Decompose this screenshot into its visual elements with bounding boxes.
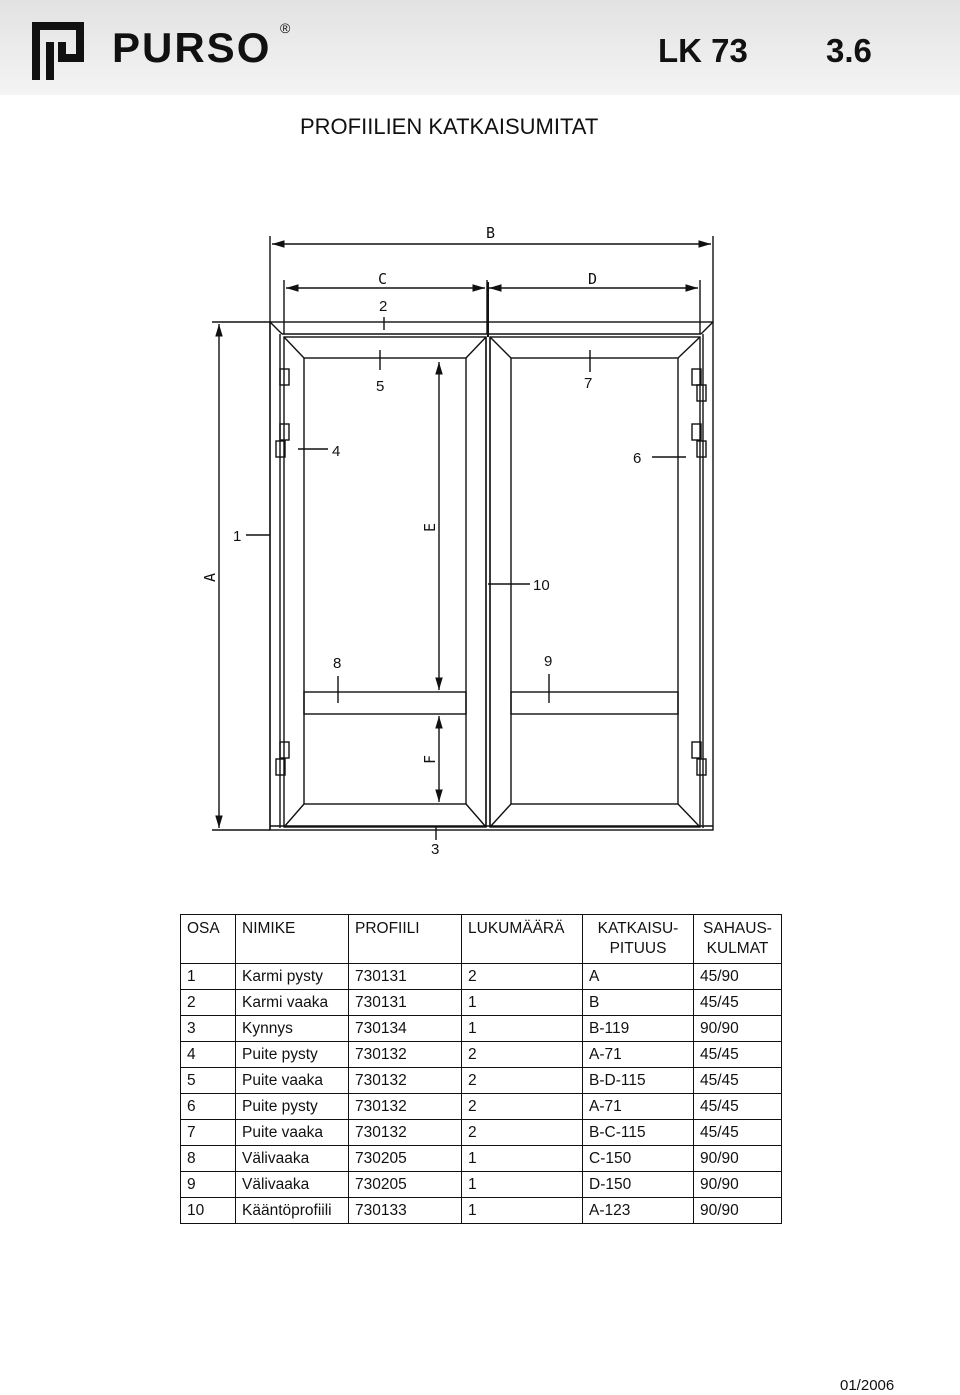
footer-date: 01/2006 <box>840 1377 895 1394</box>
dimension-d-label: D <box>588 270 598 288</box>
table-row <box>181 1068 782 1094</box>
table-row <box>181 1172 782 1198</box>
cell-profiili: 730132 <box>349 1120 462 1146</box>
cell-sahauskulmat: 45/45 <box>694 1068 782 1094</box>
cell-nimike: Kynnys <box>236 1016 349 1042</box>
cell-katkaisupituus: C-150 <box>583 1146 694 1172</box>
cell-sahauskulmat: 45/45 <box>694 1094 782 1120</box>
callout-7: 7 <box>584 375 593 392</box>
cell-osa: 9 <box>181 1172 236 1198</box>
callout-9: 9 <box>544 653 553 670</box>
cell-lukumaara: 1 <box>462 1016 583 1042</box>
cell-nimike: Välivaaka <box>236 1172 349 1198</box>
header-profiili: PROFIILI <box>349 915 462 964</box>
table-row <box>181 1094 782 1120</box>
cell-nimike: Puite pysty <box>236 1094 349 1120</box>
cell-nimike: Välivaaka <box>236 1146 349 1172</box>
cell-lukumaara: 1 <box>462 1172 583 1198</box>
cell-osa: 3 <box>181 1016 236 1042</box>
cell-katkaisupituus: B-D-115 <box>583 1068 694 1094</box>
header-osa: OSA <box>181 915 236 964</box>
cell-osa: 6 <box>181 1094 236 1120</box>
dimension-f-label: F <box>421 754 439 764</box>
document-section: 3.6 <box>826 32 872 69</box>
cell-profiili: 730134 <box>349 1016 462 1042</box>
callout-10: 10 <box>533 577 550 594</box>
registered-mark: ® <box>280 20 291 36</box>
cell-sahauskulmat: 45/45 <box>694 1120 782 1146</box>
cell-profiili: 730131 <box>349 990 462 1016</box>
callout-4: 4 <box>332 443 341 460</box>
document-code: LK 73 <box>658 32 748 69</box>
table-row <box>181 1016 782 1042</box>
cell-sahauskulmat: 90/90 <box>694 1198 782 1224</box>
cell-lukumaara: 2 <box>462 1042 583 1068</box>
parts-table <box>180 914 782 1224</box>
cell-katkaisupituus: D-150 <box>583 1172 694 1198</box>
cell-lukumaara: 2 <box>462 1068 583 1094</box>
cell-lukumaara: 2 <box>462 1120 583 1146</box>
table-row <box>181 964 782 990</box>
dimension-b-label: B <box>486 224 496 242</box>
cell-osa: 8 <box>181 1146 236 1172</box>
page-title: PROFIILIEN KATKAISUMITAT <box>300 114 599 139</box>
callout-3: 3 <box>431 841 440 858</box>
table-row <box>181 990 782 1016</box>
cell-sahauskulmat: 90/90 <box>694 1016 782 1042</box>
cell-nimike: Puite vaaka <box>236 1120 349 1146</box>
cell-katkaisupituus: A <box>583 964 694 990</box>
cell-katkaisupituus: A-123 <box>583 1198 694 1224</box>
cell-nimike: Puite vaaka <box>236 1068 349 1094</box>
callout-8: 8 <box>333 655 342 672</box>
dimension-a-label: A <box>201 572 219 582</box>
callout-6: 6 <box>633 450 642 467</box>
cell-osa: 4 <box>181 1042 236 1068</box>
cell-osa: 1 <box>181 964 236 990</box>
cell-lukumaara: 2 <box>462 964 583 990</box>
table-row <box>181 1146 782 1172</box>
cell-sahauskulmat: 45/45 <box>694 1042 782 1068</box>
cell-sahauskulmat: 90/90 <box>694 1146 782 1172</box>
header-nimike: NIMIKE <box>236 915 349 964</box>
callout-5: 5 <box>376 378 385 395</box>
cell-katkaisupituus: B-C-115 <box>583 1120 694 1146</box>
dimension-e-label: E <box>421 522 439 532</box>
callout-1: 1 <box>233 528 242 545</box>
cell-nimike: Karmi vaaka <box>236 990 349 1016</box>
table-row <box>181 1042 782 1068</box>
cell-profiili: 730205 <box>349 1172 462 1198</box>
cell-nimike: Kääntöprofiili <box>236 1198 349 1224</box>
dimension-c-label: C <box>378 270 388 288</box>
cell-nimike: Puite pysty <box>236 1042 349 1068</box>
table-row <box>181 1198 782 1224</box>
cell-profiili: 730132 <box>349 1042 462 1068</box>
cell-lukumaara: 1 <box>462 1198 583 1224</box>
cell-lukumaara: 1 <box>462 1146 583 1172</box>
cell-katkaisupituus: A-71 <box>583 1094 694 1120</box>
cell-katkaisupituus: A-71 <box>583 1042 694 1068</box>
cell-osa: 7 <box>181 1120 236 1146</box>
cell-osa: 2 <box>181 990 236 1016</box>
cell-profiili: 730132 <box>349 1068 462 1094</box>
brand-name: PURSO <box>112 24 272 71</box>
cell-osa: 10 <box>181 1198 236 1224</box>
callout-2: 2 <box>379 298 388 315</box>
cell-profiili: 730205 <box>349 1146 462 1172</box>
cell-sahauskulmat: 45/45 <box>694 990 782 1016</box>
table-row <box>181 1120 782 1146</box>
cell-katkaisupituus: B <box>583 990 694 1016</box>
cell-profiili: 730132 <box>349 1094 462 1120</box>
cell-profiili: 730131 <box>349 964 462 990</box>
header-lukumaara: LUKUMÄÄRÄ <box>462 915 583 964</box>
cell-profiili: 730133 <box>349 1198 462 1224</box>
table-header-row <box>181 915 782 964</box>
header-sahauskulmat: SAHAUS- KULMAT <box>694 915 782 964</box>
header-katkaisupituus: KATKAISU- PITUUS <box>583 915 694 964</box>
cell-osa: 5 <box>181 1068 236 1094</box>
cell-nimike: Karmi pysty <box>236 964 349 990</box>
cell-lukumaara: 2 <box>462 1094 583 1120</box>
cell-katkaisupituus: B-119 <box>583 1016 694 1042</box>
cell-sahauskulmat: 45/90 <box>694 964 782 990</box>
cell-sahauskulmat: 90/90 <box>694 1172 782 1198</box>
cell-lukumaara: 1 <box>462 990 583 1016</box>
